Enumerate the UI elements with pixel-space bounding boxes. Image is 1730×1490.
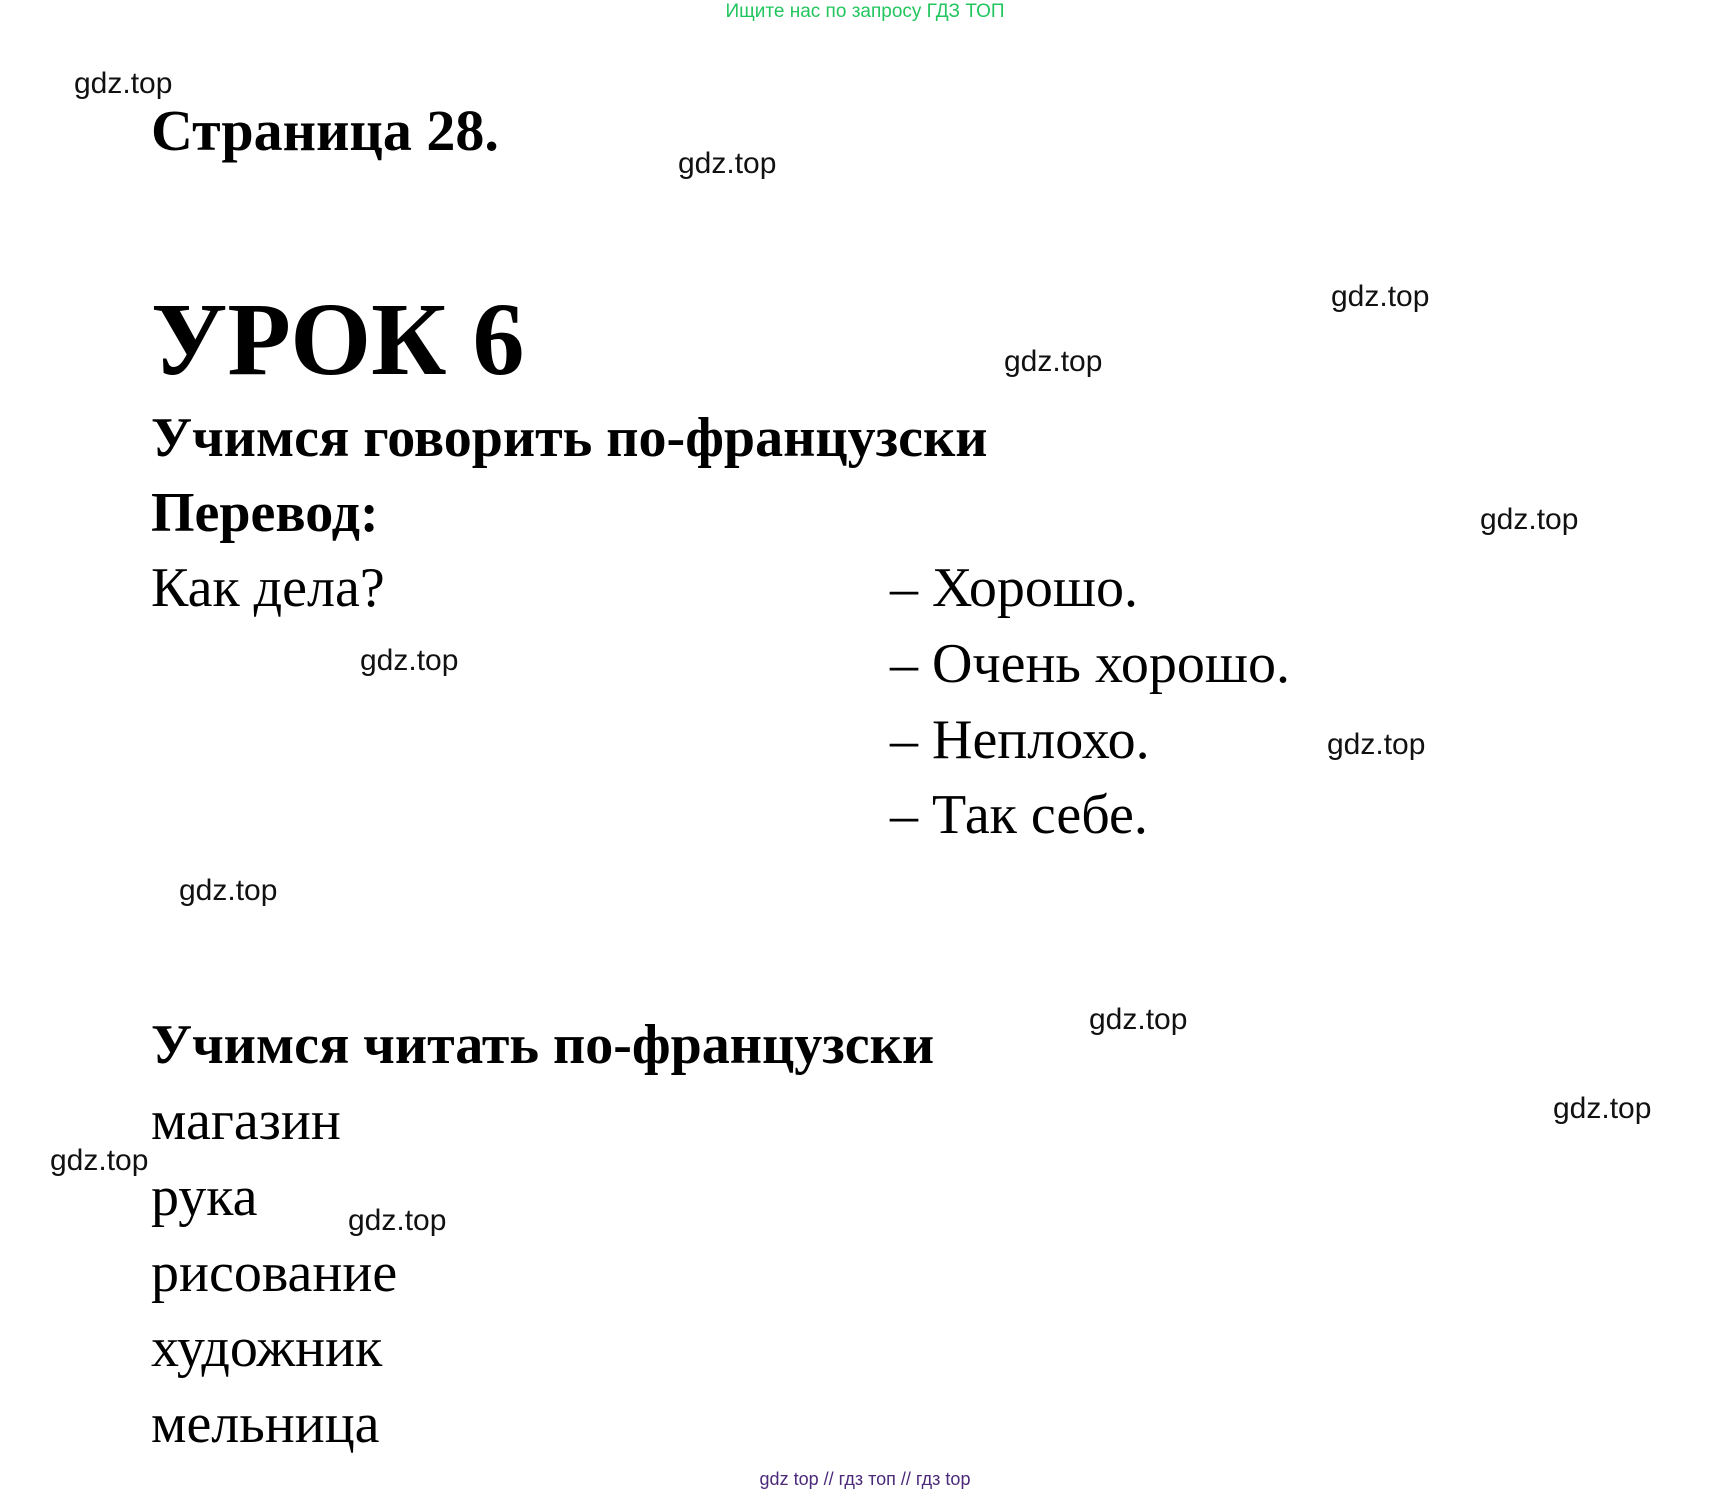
watermark: gdz.top xyxy=(678,147,777,180)
vocab-word: рисование xyxy=(151,1242,398,1304)
response-item: – Неплохо. xyxy=(890,709,1150,771)
top-banner: Ищите нас по запросу ГДЗ ТОП xyxy=(725,1,1005,22)
vocab-word: рука xyxy=(151,1166,258,1228)
read-section-heading: Учимся читать по-французски xyxy=(151,1014,935,1076)
vocab-word: мельница xyxy=(151,1393,380,1455)
watermark: gdz.top xyxy=(348,1204,447,1237)
response-item: – Так себе. xyxy=(890,784,1148,846)
watermark: gdz.top xyxy=(179,874,278,907)
vocab-word: художник xyxy=(151,1317,383,1379)
page-title: Страница 28. xyxy=(151,98,499,163)
vocab-word: магазин xyxy=(151,1090,341,1152)
watermark: gdz.top xyxy=(74,67,173,100)
watermark: gdz.top xyxy=(1480,503,1579,536)
question-text: Как дела? xyxy=(151,557,385,619)
response-item: – Хорошо. xyxy=(890,557,1139,619)
footer-text: gdz top // гдз топ // гдз top xyxy=(759,1469,971,1489)
response-item: – Очень хорошо. xyxy=(890,633,1290,695)
watermark: gdz.top xyxy=(1327,728,1426,761)
watermark: gdz.top xyxy=(50,1144,149,1177)
watermark: gdz.top xyxy=(1331,280,1430,313)
watermark: gdz.top xyxy=(360,644,459,677)
translation-label: Перевод: xyxy=(151,482,379,544)
watermark: gdz.top xyxy=(1089,1003,1188,1036)
speak-section-heading: Учимся говорить по-французски xyxy=(151,407,988,469)
lesson-title: УРОК 6 xyxy=(151,282,525,397)
watermark: gdz.top xyxy=(1553,1092,1652,1125)
watermark: gdz.top xyxy=(1004,345,1103,378)
